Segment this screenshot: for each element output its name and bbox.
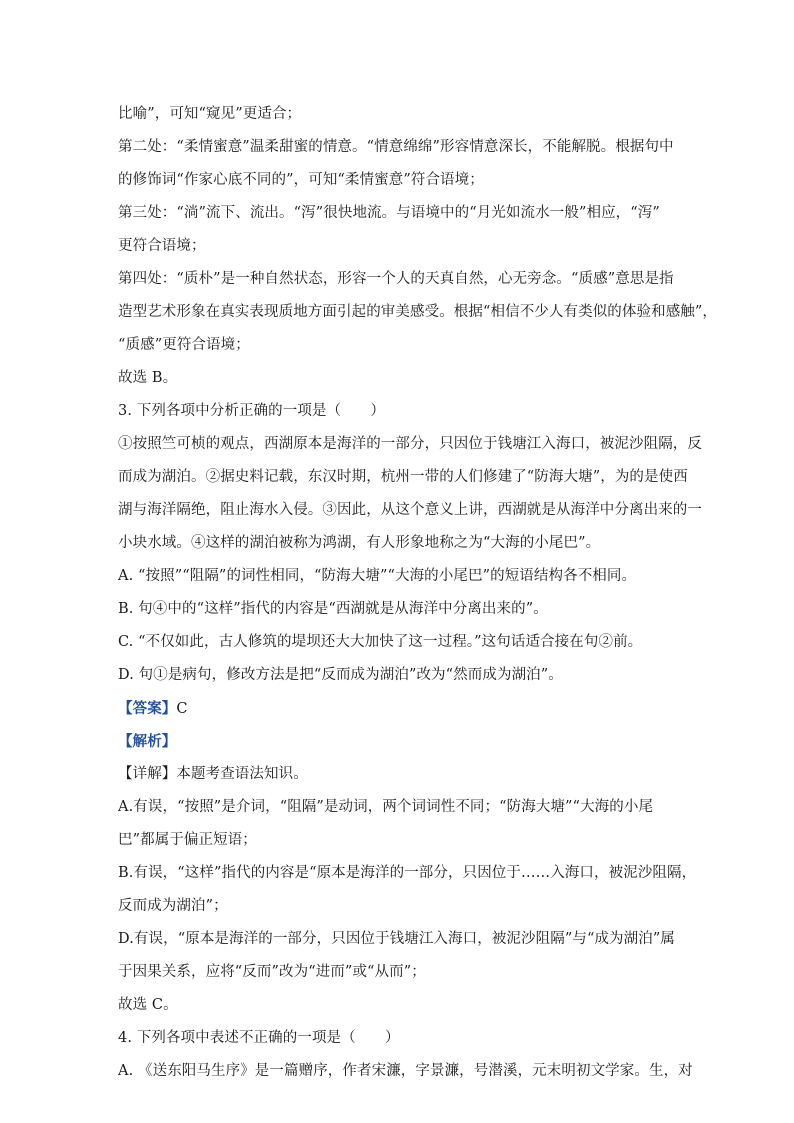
analysis-label: 【解析】: [118, 733, 177, 750]
text-line: 第三处：“淌”流下、流出。“泻”很快地流。与语境中的“月光如流水一般”相应，“泻”: [118, 205, 660, 221]
explanation-line: A.有误，“按照”是介词，“阻隔”是动词，两个词词性不同；“防海大塘”“大海的小尾: [118, 799, 654, 815]
text-line: 的修饰词“作家心底不同的”，可知“柔情蜜意”符合语境；: [118, 172, 484, 188]
option-b: B. 句④中的“这样”指代的内容是“西湖就是从海洋中分离出来的”。: [118, 601, 548, 617]
question-3-stem: 3. 下列各项中分析正确的一项是（ ）: [118, 403, 385, 419]
detail-line: [118, 758, 684, 791]
explanation-line: D.有误，“原本是海洋的一部分，只因位于钱塘江入海口，被泥沙阻隔”与“成为湖泊”属: [118, 931, 675, 947]
option-a: A. “按照”“阻隔”的词性相同，“防海大塘”“大海的小尾巴”的短语结构各不相同。: [118, 568, 637, 584]
question-3-passage: 湖与海洋隔绝，阻止海水入侵。③因此，从这个意义上讲，西湖就是从海洋中分离出来的一: [118, 502, 702, 518]
explanation-line: 巴”都属于偏正短语；: [118, 832, 257, 848]
answer-label: 【答案】: [118, 700, 177, 717]
text-line: 造型艺术形象在真实表现质地方面引起的审美感受。根据“相信不少人有类似的体验和感触”，: [118, 304, 718, 320]
option-d: D. 句①是病句，修改方法是把“反而成为湖泊”改为“然而成为湖泊”。: [118, 667, 563, 683]
answer-value: C: [176, 701, 188, 717]
question-3-passage: ①按照竺可桢的观点，西湖原本是海洋的一部分，只因位于钱塘江入海口，被泥沙阻隔，反: [118, 436, 702, 452]
text-line: “质感”更符合语境；: [118, 337, 250, 353]
analysis-line: [118, 725, 684, 758]
document-page: [118, 98, 718, 1088]
text-line: 故选 B。: [118, 370, 178, 386]
option-c: C. “不仅如此，古人修筑的堤坝还大大加快了这一过程。”这句话适合接在句②前。: [118, 634, 643, 650]
text-line: 第四处：“质朴”是一种自然状态，形容一个人的天真自然，心无旁念。“质感”意思是指: [118, 271, 674, 287]
question-3-passage: 而成为湖泊。②据史料记载，东汉时期，杭州一带的人们修建了“防海大塘”，为的是使西: [118, 469, 688, 485]
text-line: 更符合语境；: [118, 238, 206, 254]
question-4-stem: 4. 下列各项中表述不正确的一项是（ ）: [118, 1030, 400, 1046]
answer-line: [118, 692, 684, 725]
question-4-option-a: A. 《送东阳马生序》是一篇赠序，作者宋濂，字景濂，号潜溪，元末明初文学家。生，对: [118, 1063, 693, 1079]
detail-text: 本题考查语法知识。: [176, 766, 308, 782]
text-line: 第二处：“柔情蜜意”温柔甜蜜的情意。“情意绵绵”形容情意深长，不能解脱。根据句中: [118, 139, 674, 155]
explanation-line: 反而成为湖泊”；: [118, 898, 228, 914]
explanation-line: 故选 C。: [118, 997, 178, 1013]
detail-label: 【详解】: [118, 766, 177, 782]
explanation-line: B.有误，“这样”指代的内容是“原本是海洋的一部分，只因位于……入海口，被泥沙阻隔，: [118, 865, 697, 881]
question-3-passage: 小块水域。④这样的湖泊被称为鸿湖，有人形象地称之为“大海的小尾巴”。: [118, 535, 601, 551]
text-line: 比喻”，可知“窥见”更适合；: [118, 106, 302, 122]
explanation-line: 于因果关系，应将“反而”改为“进而”或“从而”；: [118, 964, 426, 980]
